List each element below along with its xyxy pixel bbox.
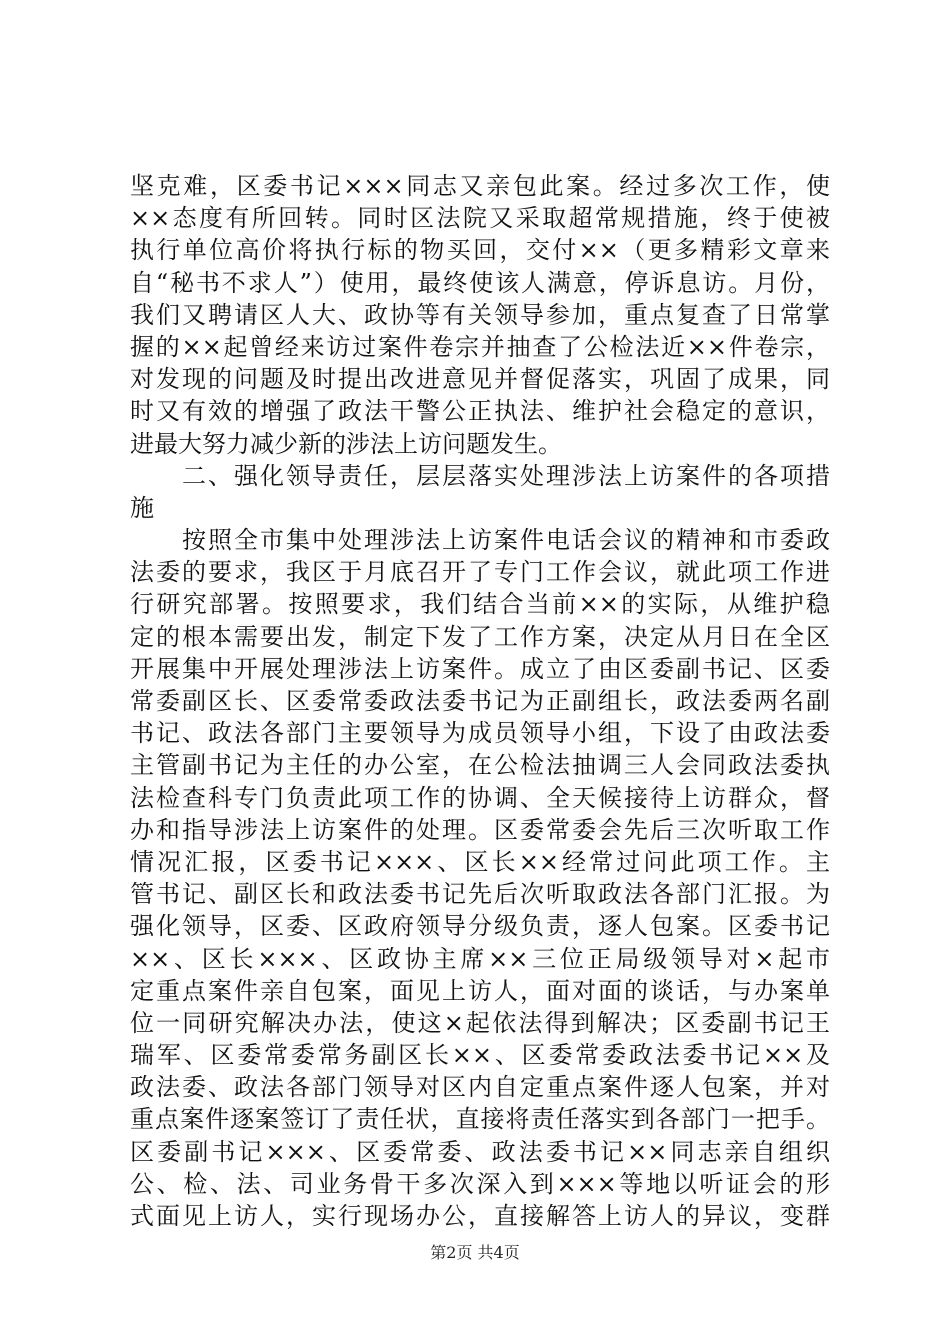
text-line: 主管副书记为主任的办公室，在公检法抽调三人会同政法委执 [130,751,830,780]
text-line: 重点案件逐案签订了责任状，直接将责任落实到各部门一把手。 [130,1105,830,1134]
text-line: 按照全市集中处理涉法上访案件电话会议的精神和市委政 [182,526,830,555]
text-line: 握的××起曾经来访过案件卷宗并抽查了公检法近××件卷宗， [130,332,830,361]
text-line: 时又有效的增强了政法干警公正执法、维护社会稳定的意识， [130,397,830,426]
text-line: 进最大努力减少新的涉法上访问题发生。 [130,429,562,458]
text-line: 定重点案件亲自包案，面见上访人，面对面的谈话，与办案单 [130,976,830,1005]
page-number-footer: 第2页 共4页 [430,1243,520,1262]
text-line: 式面见上访人，实行现场办公，直接解答上访人的异议，变群 [130,1202,830,1230]
section-heading-line: 二、强化领导责任，层层落实处理涉法上访案件的各项措 [182,461,830,490]
section-heading-line: 施 [130,493,154,522]
document-body [130,170,830,1232]
text-line: 强化领导，区委、区政府领导分级负责，逐人包案。区委书记 [130,912,830,941]
text-line: 行研究部署。按照要求，我们结合当前××的实际，从维护稳 [130,590,830,619]
text-line: 区委副书记×××、区委常委、政法委书记××同志亲自组织 [130,1137,830,1166]
text-line: 对发现的问题及时提出改进意见并督促落实，巩固了成果，同 [130,365,830,394]
text-line: 书记、政法各部门主要领导为成员领导小组，下设了由政法委 [130,719,830,748]
text-line: 开展集中开展处理涉法上访案件。成立了由区委副书记、区委 [130,654,830,683]
text-line: 公、检、法、司业务骨干多次深入到×××等地以听证会的形 [130,1169,830,1198]
text-line: 管书记、副区长和政法委书记先后次听取政法各部门汇报。为 [130,880,830,909]
text-line: 坚克难，区委书记×××同志又亲包此案。经过多次工作，使 [130,172,830,200]
text-line: 瑞军、区委常委常务副区长××、区委常委政法委书记××及 [130,1041,830,1070]
text-line: 常委副区长、区委常委政法委书记为正副组长，政法委两名副 [130,687,830,715]
text-line: 定的根本需要出发，制定下发了工作方案，决定从月日在全区 [130,622,830,651]
text-line: 政法委、政法各部门领导对区内自定重点案件逐人包案，并对 [130,1073,830,1102]
text-line: 执行单位高价将执行标的物买回，交付××（更多精彩文章来 [130,236,830,265]
text-line: 办和指导涉法上访案件的处理。区委常委会先后三次听取工作 [130,815,830,844]
text-line: 位一同研究解决办法，使这×起依法得到解决；区委副书记王 [130,1008,830,1037]
text-line: 我们又聘请区人大、政协等有关领导参加，重点复查了日常掌 [130,300,830,329]
text-line: 自“秘书不求人”）使用，最终使该人满意，停诉息访。月份， [130,268,830,297]
text-line: 法委的要求，我区于月底召开了专门工作会议，就此项工作进 [130,558,830,587]
text-line: ××、区长×××、区政协主席××三位正局级领导对×起市 [130,944,830,973]
text-line: 法检查科专门负责此项工作的协调、全天候接待上访群众，督 [130,783,830,812]
text-line: ××态度有所回转。同时区法院又采取超常规措施，终于使被 [130,204,830,233]
text-line: 情况汇报，区委书记×××、区长××经常过问此项工作。主 [130,847,830,876]
